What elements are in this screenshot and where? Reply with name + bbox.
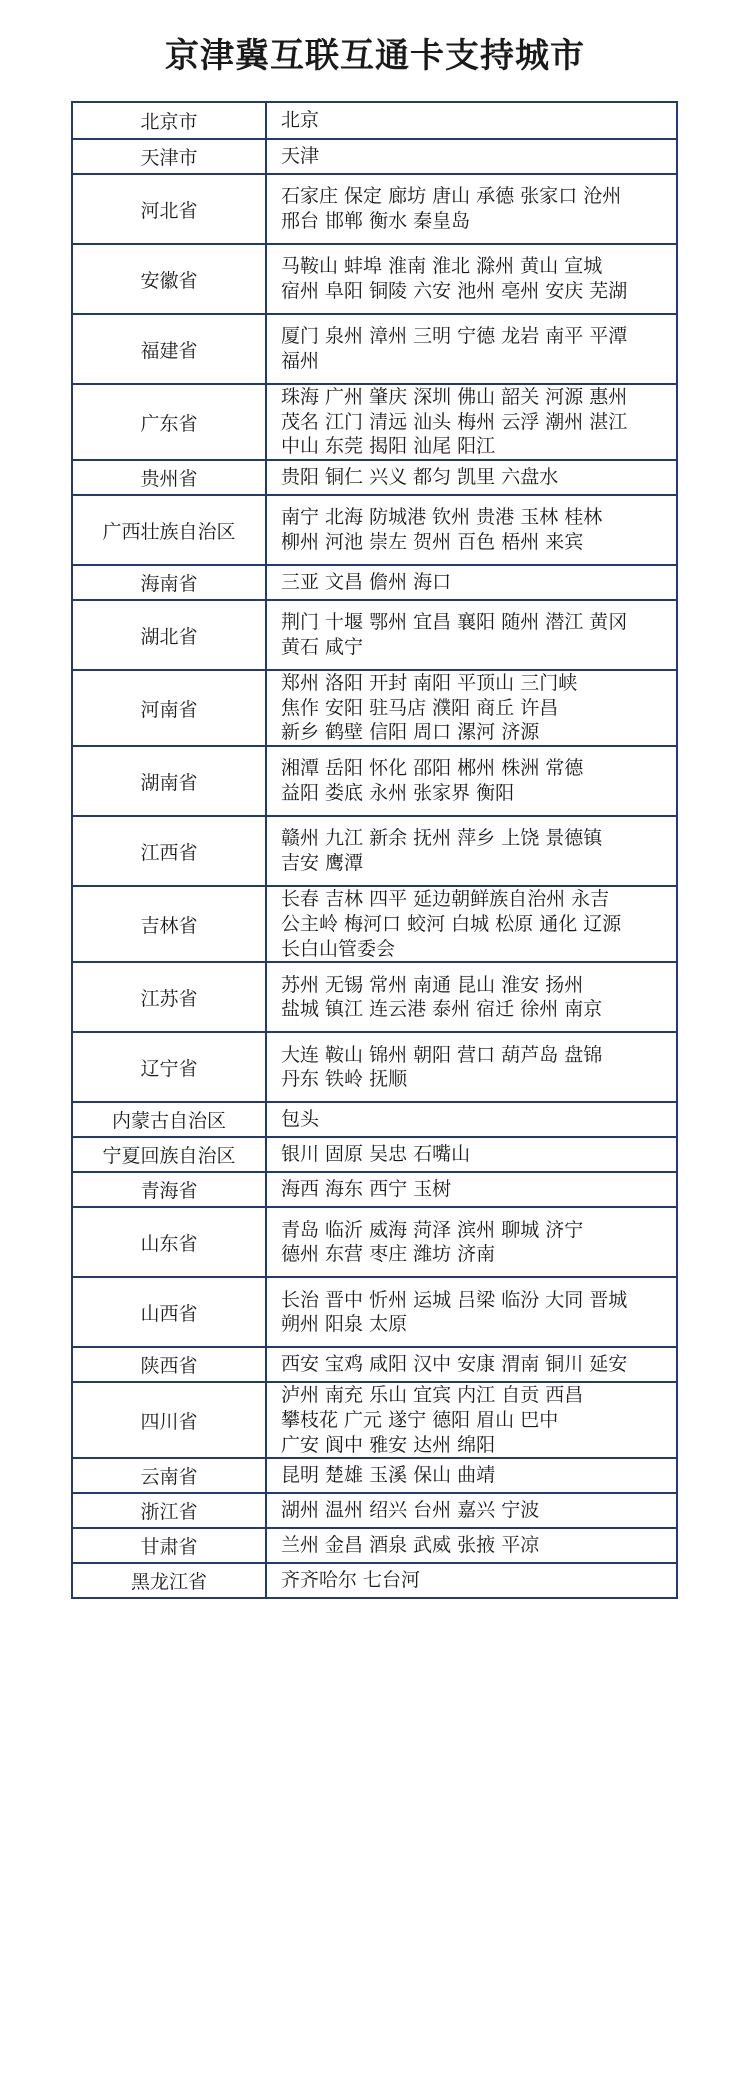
city-list-line: 茂名 江门 清远 汕头 梅州 云浮 潮州 湛江 <box>281 410 628 433</box>
table-row <box>72 1528 677 1563</box>
cities-cell <box>266 1493 677 1528</box>
city-list-line: 三亚 文昌 儋州 海口 <box>281 571 452 594</box>
province-cell: 吉林省 <box>72 886 266 962</box>
cities-cell <box>266 1172 677 1207</box>
city-list-line: 马鞍山 蚌埠 淮南 淮北 滁州 黄山 宣城 <box>281 255 603 278</box>
table-row <box>72 1207 677 1277</box>
table-row <box>72 1458 677 1493</box>
table-row <box>72 314 677 384</box>
city-list-line: 中山 东莞 揭阳 汕尾 阳江 <box>281 435 496 458</box>
province-cell: 安徽省 <box>72 244 266 314</box>
province-cell: 青海省 <box>72 1172 266 1207</box>
province-cell: 北京市 <box>72 102 266 139</box>
city-list-line: 黄石 咸宁 <box>281 636 364 659</box>
cities-cell <box>266 886 677 962</box>
province-cell: 海南省 <box>72 565 266 600</box>
table-row <box>72 495 677 565</box>
table-row <box>72 746 677 816</box>
city-list-line: 南宁 北海 防城港 钦州 贵港 玉林 桂林 <box>281 506 603 529</box>
province-cell: 浙江省 <box>72 1493 266 1528</box>
city-list-line: 丹东 铁岭 抚顺 <box>281 1068 408 1091</box>
cities-cell <box>266 565 677 600</box>
table-row <box>72 886 677 962</box>
table-row <box>72 1277 677 1347</box>
province-cell: 江西省 <box>72 816 266 886</box>
city-list-line: 泸州 南充 乐山 宜宾 内江 自贡 西昌 <box>281 1384 584 1407</box>
cities-cell <box>266 460 677 495</box>
cities-cell <box>266 1347 677 1382</box>
province-cell: 四川省 <box>72 1382 266 1458</box>
province-cell: 湖北省 <box>72 600 266 670</box>
province-cell: 江苏省 <box>72 962 266 1032</box>
cities-cell <box>266 139 677 174</box>
table-row <box>72 102 677 139</box>
cities-cell <box>266 1102 677 1137</box>
table-row <box>72 1563 677 1598</box>
city-list-line: 新乡 鹤壁 信阳 周口 漯河 济源 <box>281 721 540 744</box>
province-cell: 宁夏回族自治区 <box>72 1137 266 1172</box>
city-list-line: 焦作 安阳 驻马店 濮阳 商丘 许昌 <box>281 696 559 719</box>
cities-cell <box>266 102 677 139</box>
table-row <box>72 962 677 1032</box>
province-cell: 河南省 <box>72 670 266 746</box>
table-row <box>72 460 677 495</box>
city-list-line: 益阳 娄底 永州 张家界 衡阳 <box>281 782 515 805</box>
province-cell: 内蒙古自治区 <box>72 1102 266 1137</box>
city-list-line: 广安 阆中 雅安 达州 绵阳 <box>281 1433 496 1456</box>
table-row <box>72 1102 677 1137</box>
page-title: 京津冀互联互通卡支持城市 <box>165 36 585 76</box>
province-cell: 辽宁省 <box>72 1032 266 1102</box>
city-list-line: 昆明 楚雄 玉溪 保山 曲靖 <box>281 1464 496 1487</box>
city-table-body <box>72 102 677 1598</box>
city-list-line: 大连 鞍山 锦州 朝阳 营口 葫芦岛 盘锦 <box>281 1043 603 1066</box>
cities-cell <box>266 600 677 670</box>
table-row <box>72 244 677 314</box>
table-row <box>72 1032 677 1102</box>
city-list-line: 湘潭 岳阳 怀化 邵阳 郴州 株洲 常德 <box>281 757 584 780</box>
city-list-line: 西安 宝鸡 咸阳 汉中 安康 渭南 铜川 延安 <box>281 1353 628 1376</box>
table-row <box>72 565 677 600</box>
city-list-line: 吉安 鹰潭 <box>281 852 364 875</box>
city-list-line: 德州 东营 枣庄 潍坊 济南 <box>281 1243 496 1266</box>
cities-cell <box>266 1563 677 1598</box>
cities-cell <box>266 1032 677 1102</box>
city-list-line: 赣州 九江 新余 抚州 萍乡 上饶 景德镇 <box>281 827 603 850</box>
cities-cell <box>266 1207 677 1277</box>
city-list-line: 长春 吉林 四平 延边朝鲜族自治州 永吉 <box>281 888 610 911</box>
city-list-line: 邢台 邯郸 衡水 秦皇岛 <box>281 210 471 232</box>
city-list-line: 攀枝花 广元 遂宁 德阳 眉山 巴中 <box>281 1408 559 1431</box>
city-list-line: 长治 晋中 忻州 运城 吕梁 临汾 大同 晋城 <box>281 1288 628 1311</box>
table-row <box>72 1493 677 1528</box>
city-list-line: 苏州 无锡 常州 南通 昆山 淮安 扬州 <box>281 973 584 996</box>
city-table <box>71 101 678 1599</box>
table-row <box>72 600 677 670</box>
table-row <box>72 1172 677 1207</box>
city-list-line: 盐城 镇江 连云港 泰州 宿迁 徐州 南京 <box>281 998 603 1021</box>
cities-cell <box>266 1382 677 1458</box>
city-list-line: 天津 <box>281 145 320 168</box>
province-cell: 湖南省 <box>72 746 266 816</box>
table-row <box>72 384 677 460</box>
table-row <box>72 670 677 746</box>
cities-cell <box>266 1277 677 1347</box>
cities-cell <box>266 962 677 1032</box>
city-list-line: 北京 <box>281 109 320 132</box>
city-list-line: 兰州 金昌 酒泉 武威 张掖 平凉 <box>281 1534 540 1557</box>
cities-cell <box>266 244 677 314</box>
city-list-line: 包头 <box>281 1108 320 1131</box>
cities-cell <box>266 746 677 816</box>
province-cell: 福建省 <box>72 314 266 384</box>
city-list-line: 湖州 温州 绍兴 台州 嘉兴 宁波 <box>281 1499 540 1522</box>
city-list-line: 朔州 阳泉 太原 <box>281 1313 408 1336</box>
city-list-line: 福州 <box>281 350 320 372</box>
city-list-line: 青岛 临沂 威海 菏泽 滨州 聊城 济宁 <box>281 1218 584 1241</box>
table-row <box>72 139 677 174</box>
province-cell: 广东省 <box>72 384 266 460</box>
province-cell: 河北省 <box>72 174 266 244</box>
province-cell: 山西省 <box>72 1277 266 1347</box>
cities-cell <box>266 1458 677 1493</box>
province-cell: 山东省 <box>72 1207 266 1277</box>
city-list-line: 石家庄 保定 廊坊 唐山 承德 张家口 沧州 <box>281 185 622 208</box>
province-cell: 甘肃省 <box>72 1528 266 1563</box>
table-row <box>72 1347 677 1382</box>
province-cell: 广西壮族自治区 <box>72 495 266 565</box>
city-list-line: 柳州 河池 崇左 贺州 百色 梧州 来宾 <box>281 531 584 554</box>
cities-cell <box>266 816 677 886</box>
city-list-line: 贵阳 铜仁 兴义 都匀 凯里 六盘水 <box>281 466 559 489</box>
province-cell: 贵州省 <box>72 460 266 495</box>
province-cell: 云南省 <box>72 1458 266 1493</box>
city-list-line: 公主岭 梅河口 蛟河 白城 松原 通化 辽源 <box>281 912 622 935</box>
cities-cell <box>266 384 677 460</box>
province-cell: 陕西省 <box>72 1347 266 1382</box>
cities-cell <box>266 314 677 384</box>
province-cell: 天津市 <box>72 139 266 174</box>
table-row <box>72 816 677 886</box>
cities-cell <box>266 174 677 244</box>
city-list-line: 长白山管委会 <box>281 937 396 960</box>
table-row <box>72 1137 677 1172</box>
cities-cell <box>266 670 677 746</box>
city-list-line: 宿州 阜阳 铜陵 六安 池州 亳州 安庆 芜湖 <box>281 280 628 302</box>
city-list-line: 厦门 泉州 漳州 三明 宁德 龙岩 南平 平潭 <box>281 325 628 348</box>
city-list-line: 郑州 洛阳 开封 南阳 平顶山 三门峡 <box>281 672 578 695</box>
city-list-line: 银川 固原 吴忠 石嘴山 <box>281 1143 471 1166</box>
cities-cell <box>266 1528 677 1563</box>
city-list-line: 海西 海东 西宁 玉树 <box>281 1178 452 1201</box>
city-list-line: 齐齐哈尔 七台河 <box>281 1569 421 1592</box>
cities-cell <box>266 495 677 565</box>
city-list-line: 荆门 十堰 鄂州 宜昌 襄阳 随州 潜江 黄冈 <box>281 611 628 634</box>
table-row <box>72 1382 677 1458</box>
province-cell: 黑龙江省 <box>72 1563 266 1598</box>
city-list-line: 珠海 广州 肇庆 深圳 佛山 韶关 河源 惠州 <box>281 386 628 408</box>
cities-cell <box>266 1137 677 1172</box>
table-row <box>72 174 677 244</box>
